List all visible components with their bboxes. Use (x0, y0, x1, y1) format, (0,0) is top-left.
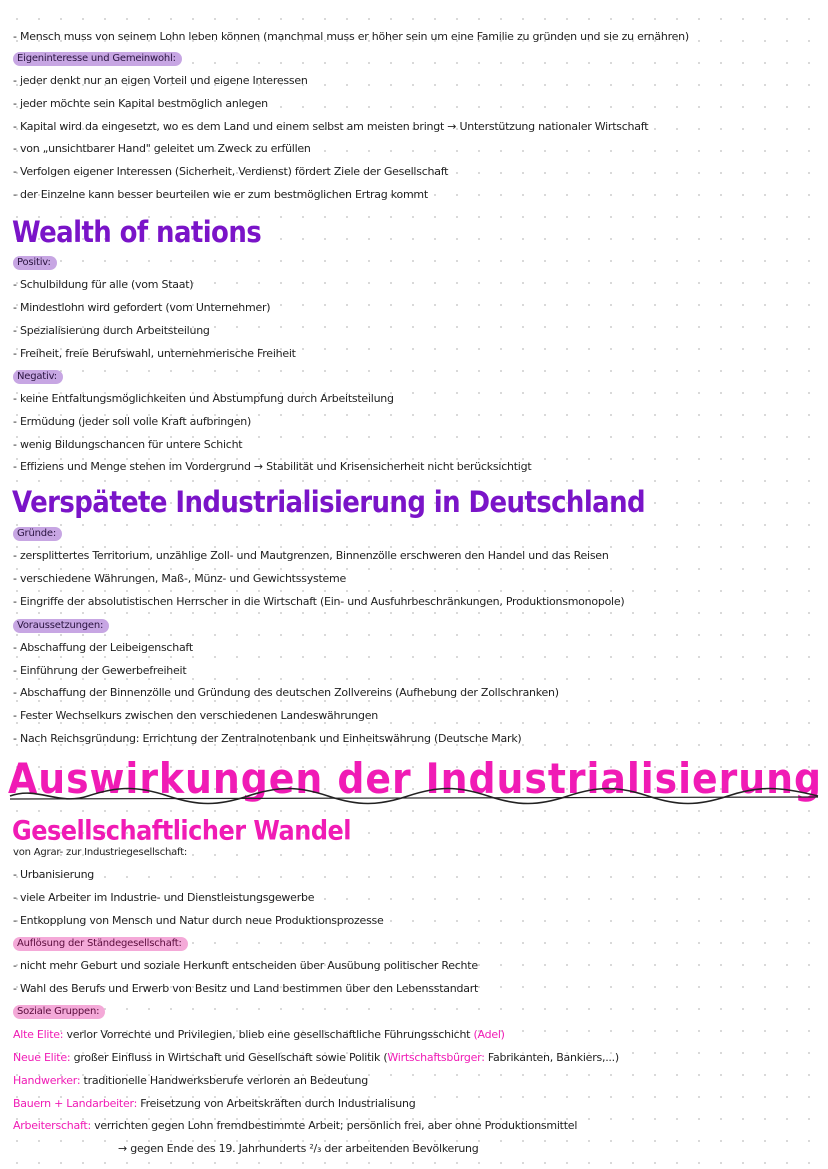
positive-label: Positiv: (13, 256, 57, 270)
list-item: - zersplittertes Territorium, unzählige Zoll- und Mautgrenzen, Binnenzölle erschweren den Handel und das Reisen (13, 549, 609, 562)
list-item: - Effiziens und Menge stehen im Vordergrund → Stabilität und Krisensicherheit nicht berücksichtigt (13, 460, 532, 473)
group-extra: (Adel) (473, 1028, 505, 1041)
list-item: - Abschaffung der Binnenzölle und Gründung des deutschen Zollvereins (Aufhebung der Zollschranken) (13, 686, 559, 699)
group-term: Handwerker: (13, 1074, 81, 1087)
group-row-arbeiterschaft (13, 1119, 577, 1133)
group-term: Arbeiterschaft: (13, 1119, 91, 1132)
list-item: - keine Entfaltungsmöglichkeiten und Abstumpfung durch Arbeitsteilung (13, 392, 394, 405)
list-item: - viele Arbeiter im Industrie- und Dienstleistungsgewerbe (13, 891, 315, 904)
group-text: Freisetzung von Arbeitskräften durch Industrialisung (137, 1097, 416, 1110)
group-term: Neue Elite: (13, 1051, 71, 1064)
list-item: - wenig Bildungschancen für untere Schicht (13, 438, 243, 451)
list-item: - von „unsichtbarer Hand" geleitet um Zweck zu erfüllen (13, 142, 311, 155)
gruppen-label: Soziale Gruppen: (13, 1005, 105, 1019)
list-item: - Mindestlohn wird gefordert (vom Unternehmer) (13, 301, 271, 314)
group-text: traditionelle Handwerksberufe verloren an Bedeutung (80, 1074, 368, 1087)
group-row-alte-elite (13, 1028, 505, 1042)
group-row-handwerker (13, 1074, 368, 1088)
list-item: - Entkopplung von Mensch und Natur durch neue Produktionsprozesse (13, 914, 384, 927)
list-item: - Abschaffung der Leibeigenschaft (13, 641, 193, 654)
auswirkungen-title: Auswirkungen der Industrialisierung (8, 754, 822, 804)
list-item: - Verfolgen eigener Interessen (Sicherheit, Verdienst) fördert Ziele der Gesellschaft (13, 165, 449, 178)
negative-label: Negativ: (13, 370, 63, 384)
group-tail: Fabrikanten, Bankiers,...) (484, 1051, 619, 1064)
list-item: - Fester Wechselkurs zwischen den verschiedenen Landeswährungen (13, 709, 378, 722)
list-item: - jeder möchte sein Kapital bestmöglich anlegen (13, 97, 268, 110)
list-item: - Ermüdung (jeder soll volle Kraft aufbringen) (13, 415, 252, 428)
list-item: - Kapital wird da eingesetzt, wo es dem Land und einem selbst am meisten bringt → Unterstützung nationaler Wirtschaft (13, 120, 649, 133)
list-item: - der Einzelne kann besser beurteilen wie er zum bestmöglichen Ertrag kommt (13, 188, 428, 201)
gesellschaftlicher-wandel-title: Gesellschaftlicher Wandel (12, 815, 352, 847)
group-extra: Wirtschaftsbürger: (387, 1051, 485, 1064)
group-text: verrichten gegen Lohn fremdbestimmte Arbeit; persönlich frei, aber ohne Produktionsmittel (90, 1119, 578, 1132)
group-row-bauern (13, 1097, 415, 1111)
staende-label: Auflösung der Ständegesellschaft: (13, 937, 188, 951)
list-item: - Spezialisierung durch Arbeitsteilung (13, 324, 210, 337)
group-text: verlor Vorrechte und Privilegien, blieb eine gesellschaftliche Führungsschicht (63, 1028, 474, 1041)
wealth-title: Wealth of nations (12, 216, 262, 250)
list-item: - jeder denkt nur an eigen Vorteil und eigene Interessen (13, 74, 308, 87)
list-item: - nicht mehr Geburt und soziale Herkunft entscheiden über Ausübung politischer Rechte (13, 959, 478, 972)
prereq-label: Voraussetzungen: (13, 619, 109, 633)
group-term: Bauern + Landarbeiter: (13, 1097, 138, 1110)
eigeninteresse-heading: Eigeninteresse und Gemeinwohl: (13, 52, 182, 66)
group-text: großer Einfluss in Wirtschaft und Gesellschaft sowie Politik ( (70, 1051, 388, 1064)
final-line: → gegen Ende des 19. Jahrhunderts ²/₃ der arbeitenden Bevölkerung (118, 1142, 479, 1155)
list-item: - Einführung der Gewerbefreiheit (13, 664, 187, 677)
list-item: - Eingriffe der absolutistischen Herrscher in die Wirtschaft (Ein- und Ausfuhrbeschränkungen, Produktionsmonopole) (13, 595, 625, 608)
list-item: - Freiheit, freie Berufswahl, unternehmerische Freiheit (13, 347, 296, 360)
verspaetet-title: Verspätete Industrialisierung in Deutschland (12, 486, 646, 520)
list-item: - Wahl des Berufs und Erwerb von Besitz und Land bestimmen über den Lebensstandart (13, 982, 479, 995)
intro-line: - Mensch muss von seinem Lohn leben können (manchmal muss er höher sein um eine Familie zu gründen und sie zu ernähren) (13, 30, 689, 43)
reasons-label: Gründe: (13, 527, 62, 541)
list-item: - Nach Reichsgründung: Errichtung der Zentralnotenbank und Einheitswährung (Deutsche Mark) (13, 732, 522, 745)
list-item: - Urbanisierung (13, 868, 95, 881)
group-term: Alte Elite: (13, 1028, 64, 1041)
scribble-underline-decoration (8, 784, 820, 808)
list-item: - Schulbildung für alle (vom Staat) (13, 278, 194, 291)
group-row-neue-elite (13, 1051, 619, 1065)
list-item: - verschiedene Währungen, Maß-, Münz- und Gewichtssysteme (13, 572, 347, 585)
agrar-label: von Agrar- zur Industriegesellschaft: (13, 847, 188, 858)
